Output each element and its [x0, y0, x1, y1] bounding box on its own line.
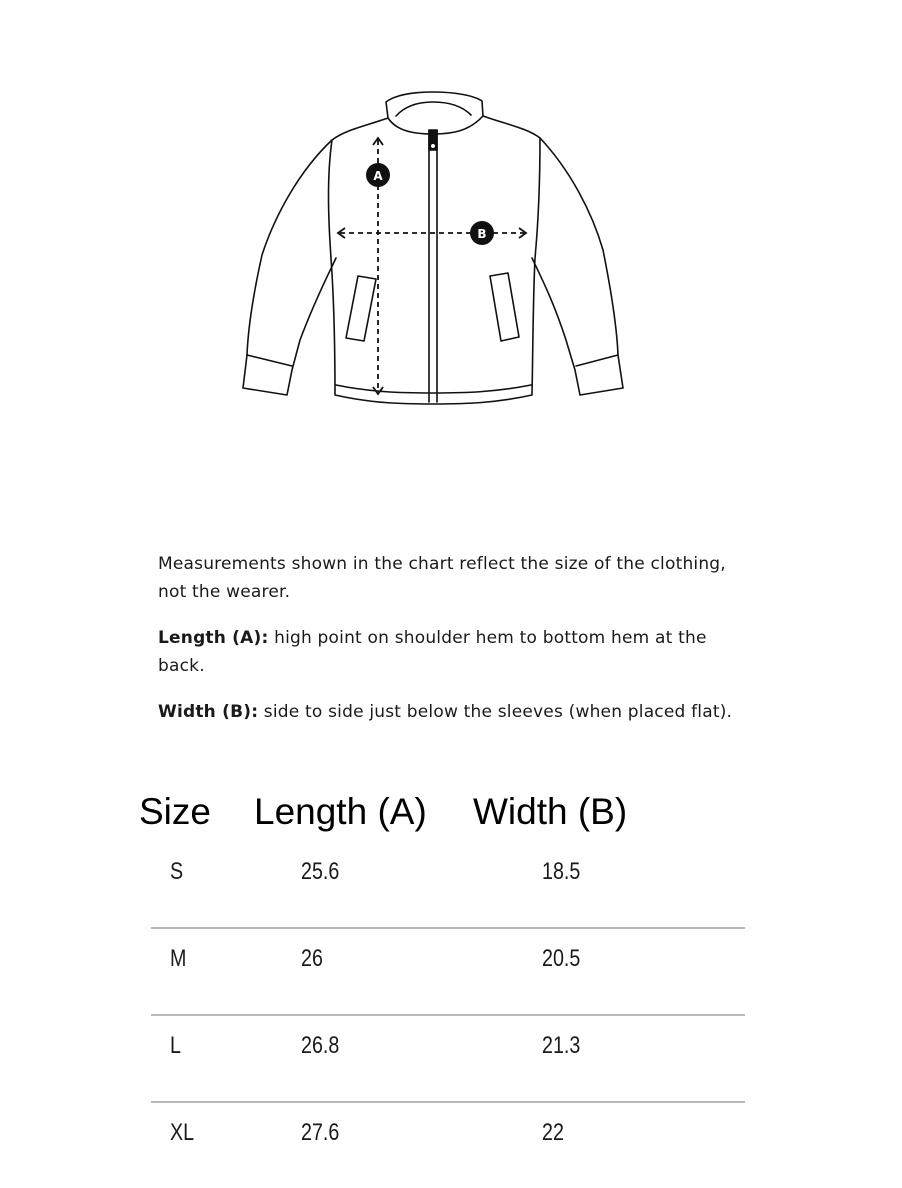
table-row — [151, 842, 745, 929]
width-note — [158, 698, 748, 726]
cell-width: 22 — [542, 1119, 564, 1146]
jacket-illustration — [0, 0, 902, 460]
size-table-header — [0, 784, 902, 840]
table-row — [151, 1103, 745, 1188]
marker-a-label: A — [373, 169, 383, 183]
cell-size: S — [170, 858, 184, 885]
cell-size: XL — [170, 1119, 195, 1146]
length-note — [158, 624, 748, 680]
cell-width: 20.5 — [542, 945, 581, 972]
length-label: Length (A): — [158, 628, 269, 648]
marker-b-label: B — [477, 227, 487, 241]
header-length: Length (A) — [254, 791, 427, 832]
width-label: Width (B): — [158, 702, 259, 722]
table-row — [151, 929, 745, 1016]
cell-size: M — [170, 945, 187, 972]
cell-length: 26 — [301, 945, 323, 972]
cell-length: 26.8 — [301, 1032, 340, 1059]
size-table — [151, 842, 745, 1188]
intro-note: Measurements shown in the chart reflect the size of the clothing, not the wearer. — [158, 554, 726, 602]
header-size: Size — [139, 791, 211, 832]
right-pocket — [490, 273, 519, 341]
cell-size: L — [170, 1032, 181, 1059]
cell-length: 25.6 — [301, 858, 340, 885]
cell-length: 27.6 — [301, 1119, 340, 1146]
length-text: high point on shoulder hem to bottom hem at the back. — [158, 628, 707, 676]
cell-width: 18.5 — [542, 858, 581, 885]
jacket-diagram — [0, 0, 902, 460]
cell-width: 21.3 — [542, 1032, 581, 1059]
left-pocket — [346, 276, 376, 341]
width-text: side to side just below the sleeves (when placed flat). — [258, 702, 733, 722]
jacket-body — [329, 116, 541, 404]
measurement-notes — [158, 550, 748, 744]
zipper — [429, 130, 437, 402]
table-row — [151, 1016, 745, 1103]
header-width: Width (B) — [473, 791, 628, 832]
